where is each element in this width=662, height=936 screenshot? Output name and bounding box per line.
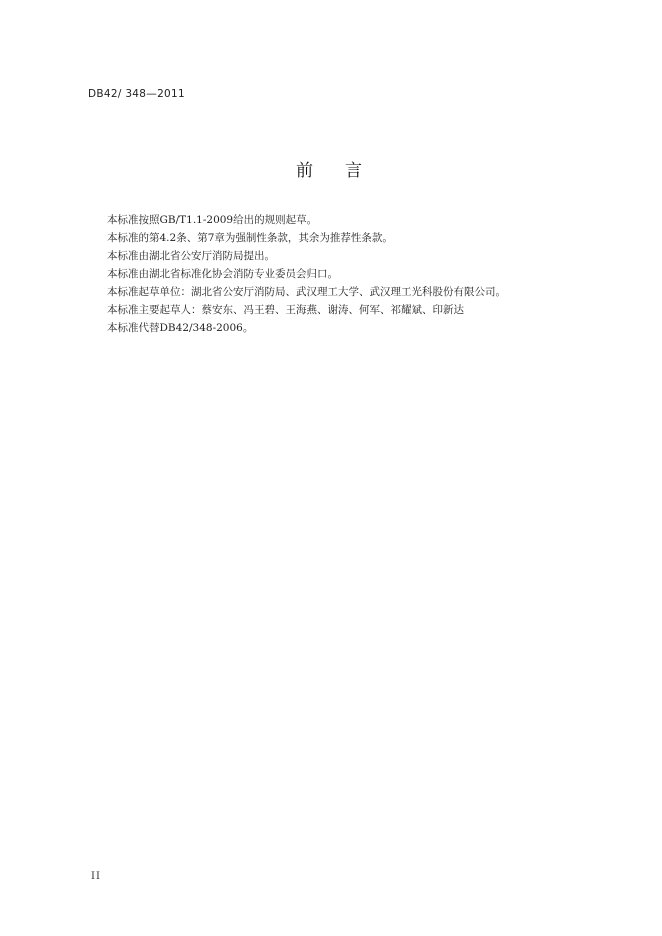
foreword-line-proposed-by: 本标准由湖北省公安厅消防局提出。 bbox=[107, 250, 275, 262]
foreword-line-drafting-units: 本标准起草单位：湖北省公安厅消防局、武汉理工大学、武汉理工光科股份有限公司。 bbox=[107, 286, 506, 298]
foreword-line-drafting-rules: 本标准按照GB/T1.1-2009给出的规则起草。 bbox=[107, 214, 318, 226]
document-code: DB42/ 348—2011 bbox=[88, 88, 185, 100]
foreword-body bbox=[107, 211, 587, 337]
foreword-line-centralized-by: 本标准由湖北省标准化协会消防专业委员会归口。 bbox=[107, 268, 338, 280]
foreword-line-main-drafters: 本标准主要起草人：蔡安东、冯王碧、王海燕、谢涛、何军、祁耀斌、印新达 bbox=[107, 304, 464, 316]
page-number: II bbox=[91, 871, 101, 882]
title-char-2: 言 bbox=[345, 161, 366, 181]
foreword-line-mandatory-clauses: 本标准的第4.2条、第7章为强制性条款，其余为推荐性条款。 bbox=[107, 232, 393, 244]
foreword-line-replaces: 本标准代替DB42/348-2006。 bbox=[107, 322, 254, 334]
title-char-1: 前 bbox=[296, 161, 317, 181]
page-title bbox=[0, 156, 662, 181]
